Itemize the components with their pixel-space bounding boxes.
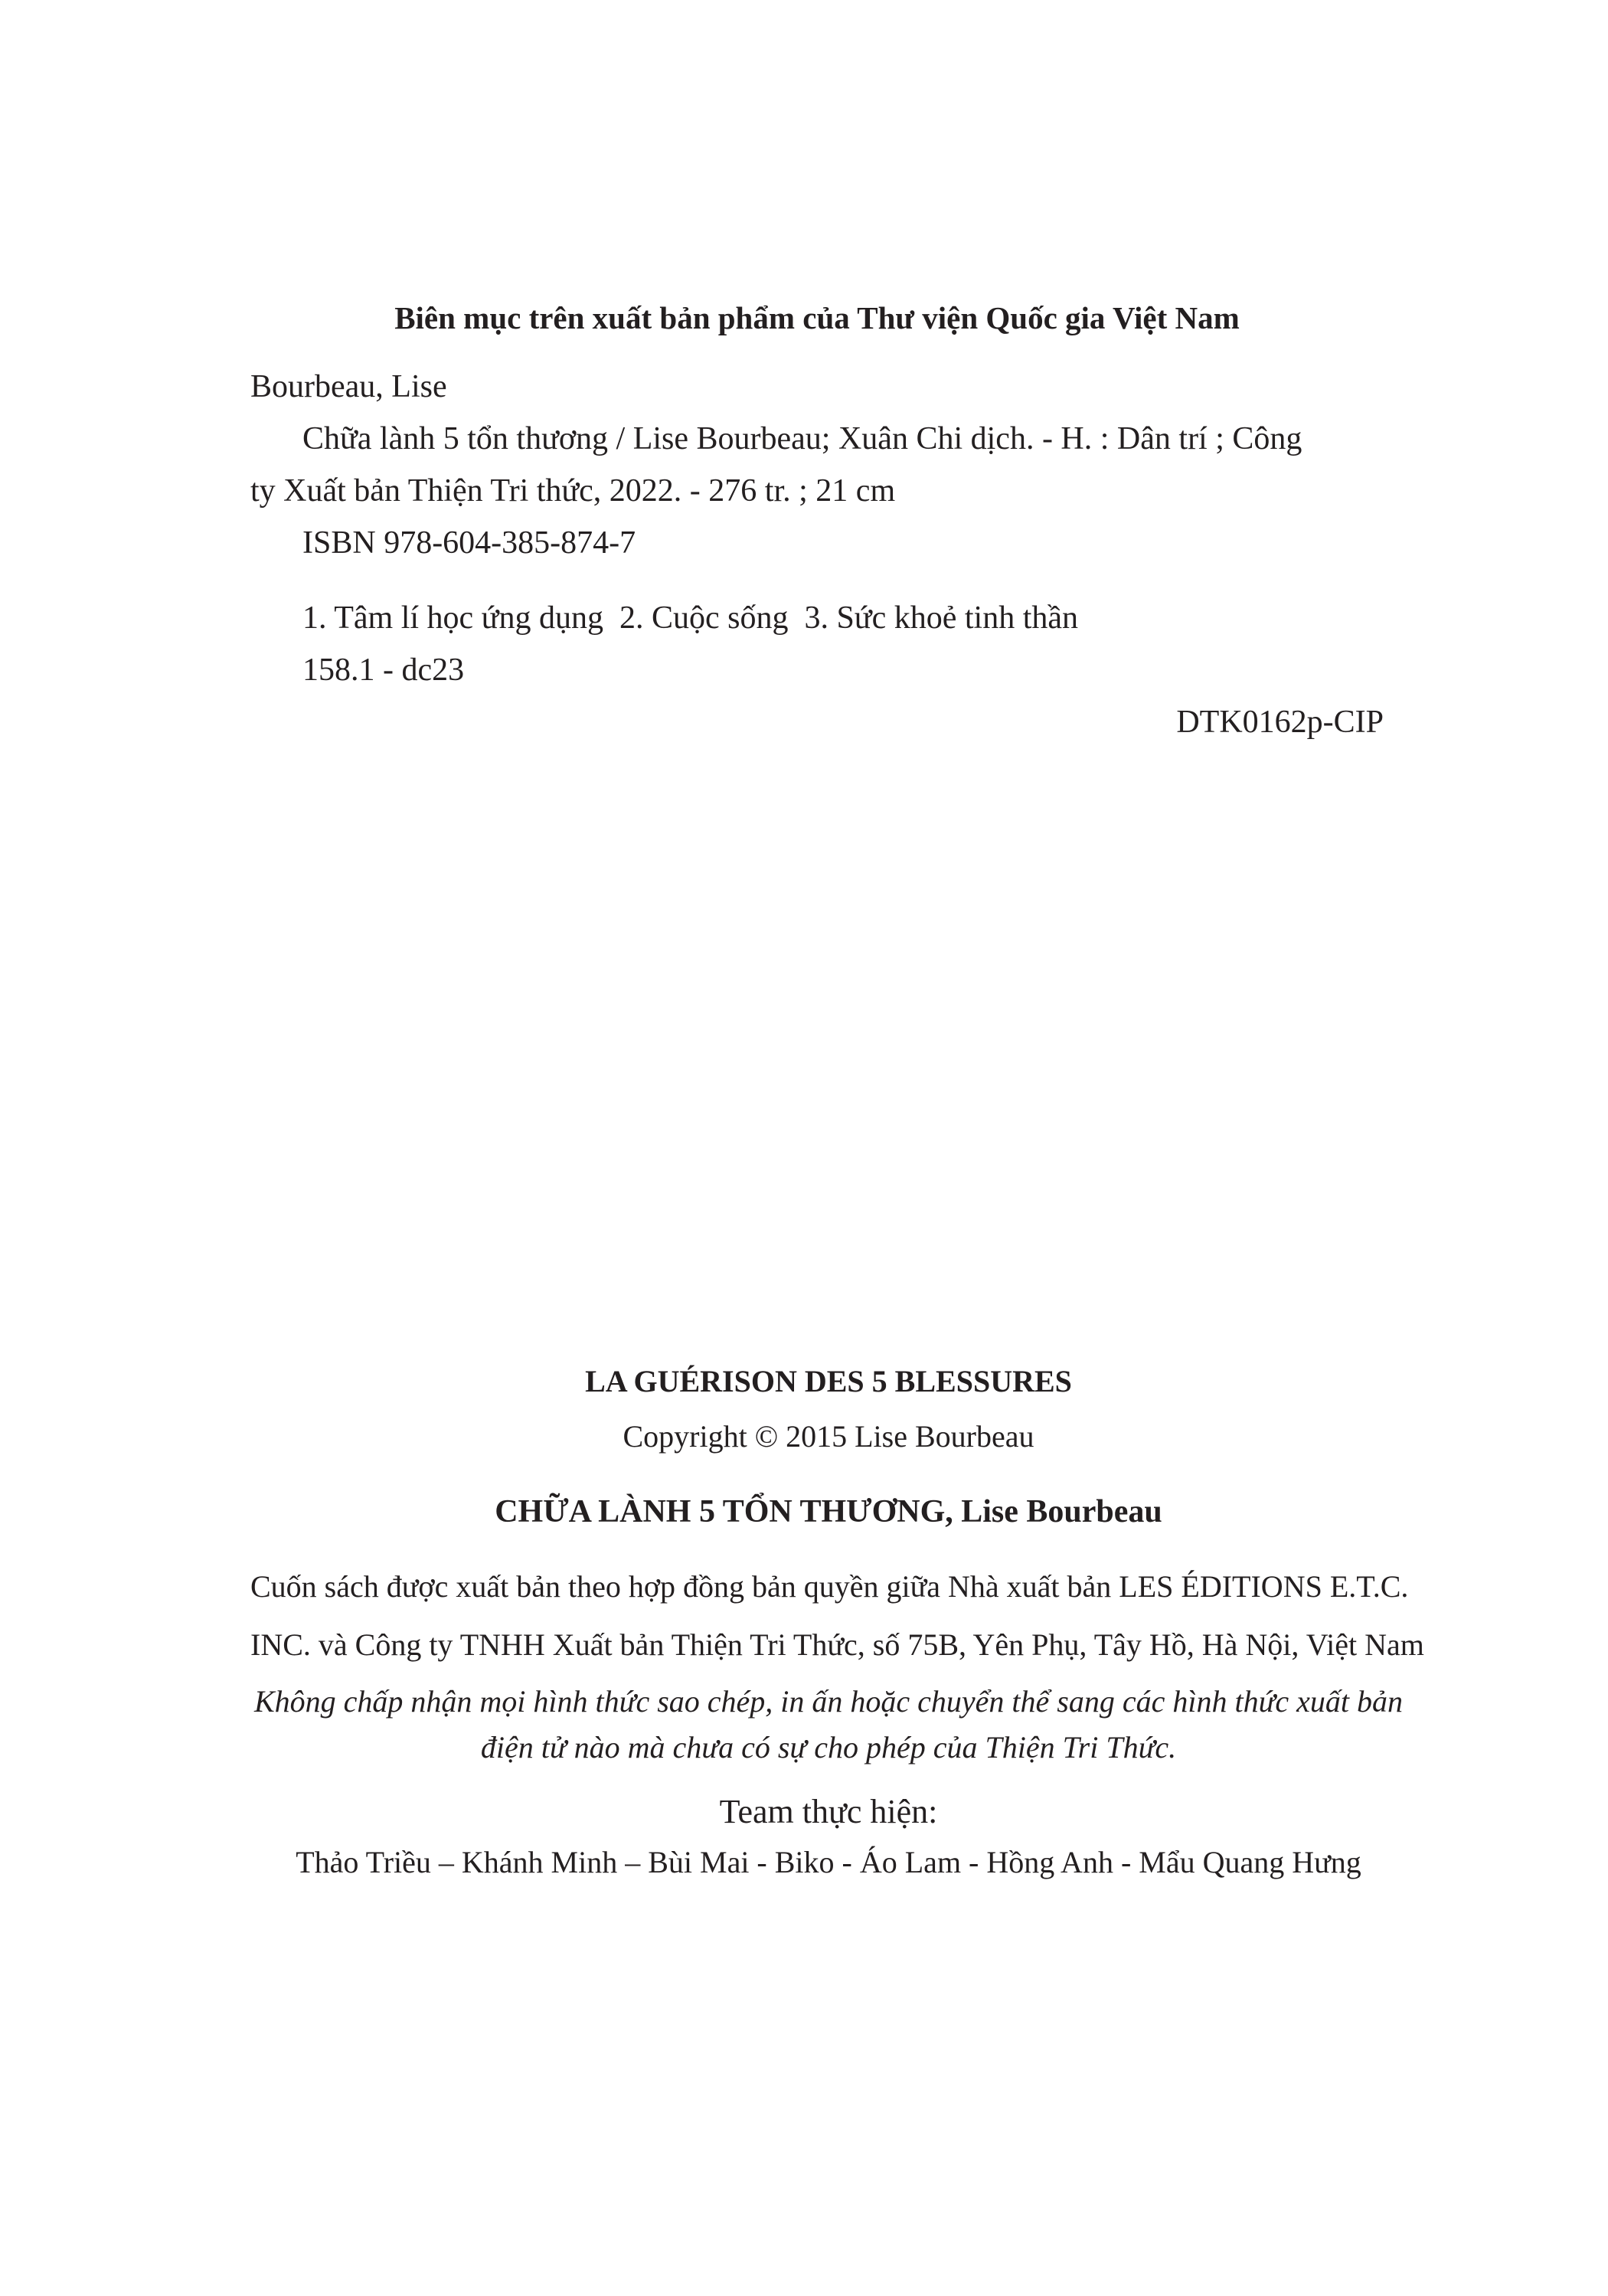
notice-line-1: Không chấp nhận mọi hình thức sao chép, in ấn hoặc chuyển thể sang các hình thức xuất bản <box>253 1684 1404 1719</box>
cip-subjects <box>302 591 1078 645</box>
cip-subject-1: 1. Tâm lí học ứng dụng <box>302 600 603 636</box>
cip-entry-line-2: ty Xuất bản Thiện Tri thức, 2022. - 276 tr. ; 21 cm <box>250 473 896 509</box>
team-members: Thảo Triều – Khánh Minh – Bùi Mai - Biko - Áo Lam - Hồng Anh - Mẩu Quang Hưng <box>296 1845 1361 1879</box>
cip-classification: 158.1 - dc23 <box>302 652 465 688</box>
cip-heading: Biên mục trên xuất bản phẩm của Thư viện Quốc gia Việt Nam <box>394 300 1240 335</box>
cip-code: DTK0162p-CIP <box>1176 705 1384 740</box>
cip-subject-3: 3. Sức khoẻ tinh thần <box>804 600 1079 636</box>
cip-entry-line-1: Chữa lành 5 tổn thương / Lise Bourbeau; Xuân Chi dịch. - H. : Dân trí ; Công <box>302 421 1302 456</box>
team-label: Team thực hiện: <box>719 1793 938 1830</box>
cip-subject-2: 2. Cuộc sống <box>619 600 789 636</box>
contract-line-2: INC. và Công ty TNHH Xuất bản Thiện Tri Thức, số 75B, Yên Phụ, Tây Hồ, Hà Nội, Việt Nam <box>250 1627 1424 1662</box>
contract-line-1: Cuốn sách được xuất bản theo hợp đồng bản quyền giữa Nhà xuất bản LES ÉDITIONS E.T.C. <box>250 1569 1409 1604</box>
notice-line-2: điện tử nào mà chưa có sự cho phép của Thiện Tri Thức. <box>480 1730 1177 1765</box>
vn-title: CHỮA LÀNH 5 TỔN THƯƠNG, Lise Bourbeau <box>495 1494 1162 1529</box>
cip-author: Bourbeau, Lise <box>250 369 447 404</box>
cip-isbn: ISBN 978-604-385-874-7 <box>302 525 636 561</box>
original-title: LA GUÉRISON DES 5 BLESSURES <box>585 1364 1072 1398</box>
copyright-line: Copyright © 2015 Lise Bourbeau <box>623 1419 1034 1454</box>
